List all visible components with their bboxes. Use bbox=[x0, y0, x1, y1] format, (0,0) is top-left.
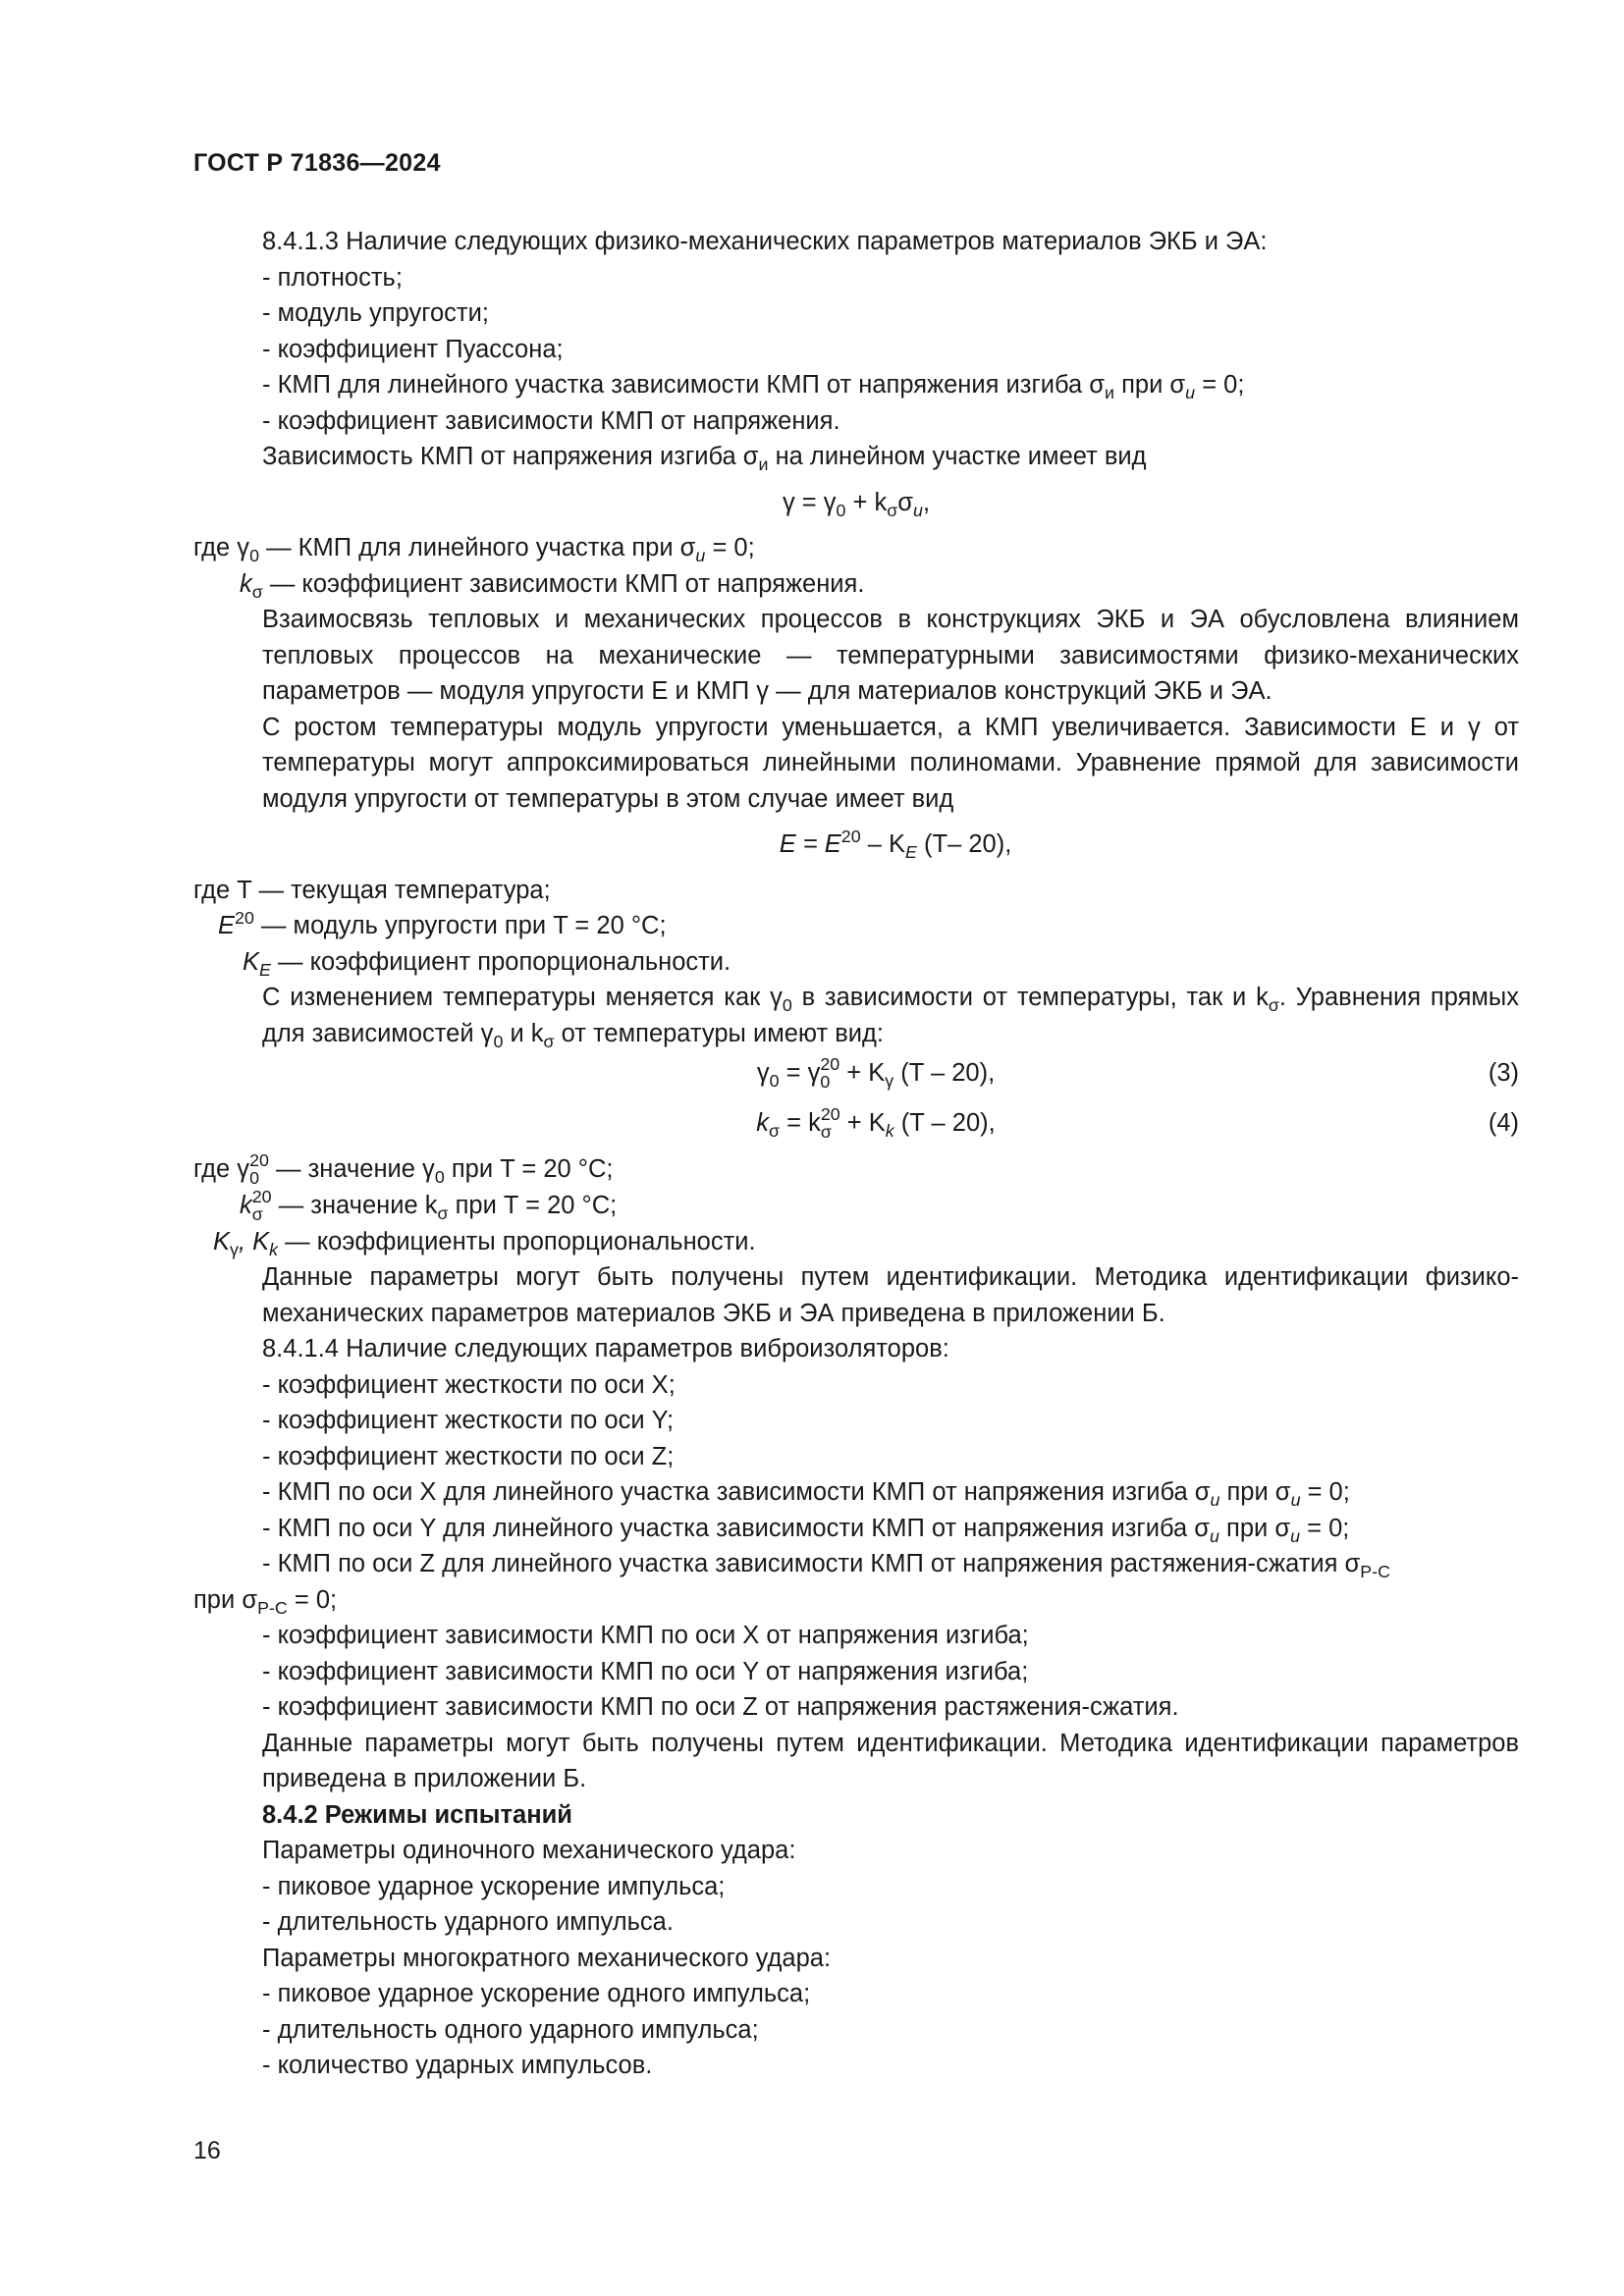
multi-shock-intro: Параметры многократного механического удара: bbox=[262, 1944, 832, 1972]
page-body bbox=[193, 224, 1519, 2084]
paragraph-change-temperature: С изменением температуры меняется как $\gamma_0$ в зависимости от температуры, так и $k_\sigma$. Уравнения прямых для зависимостей $\gamma_0$ и $k_\sigma$ от температуры имеют вид: bbox=[262, 984, 1520, 1051]
where-E20: $E^{20}$ — модуль упругости при T = 20 °C; bbox=[218, 908, 667, 939]
equation-2: $E = E^{20} - K_E$ (T– 20), bbox=[779, 827, 1012, 863]
equation-4: $k_\sigma = k$ 20 σ + $K_k$ (T – 20), (4) bbox=[756, 1104, 1519, 1143]
equation-1: $\gamma = \gamma_0 + k_\sigma\sigma_u$, bbox=[782, 488, 931, 520]
list-item-continuation: при $\sigma_{Р-С} = 0$; bbox=[193, 1585, 338, 1619]
list-item: - коэффициент зависимости КМП по оси Z от напряжения растяжения-сжатия. bbox=[262, 1693, 1179, 1722]
single-shock-intro: Параметры одиночного механического удара: bbox=[262, 1837, 796, 1865]
document-id: ГОСТ Р 71836—2024 bbox=[193, 149, 441, 177]
paragraph-identification: Данные параметры могут быть получены путем идентификации. Методика идентификации физико-механических параметров материалов ЭКБ и ЭА приведена в приложении Б. bbox=[262, 1263, 1519, 1327]
list-item: - коэффициент зависимости КМП по оси X от напряжения изгиба; bbox=[262, 1622, 1029, 1650]
list-item: - модуль упругости; bbox=[262, 299, 489, 327]
equation-3: $\gamma_0 = \gamma$ 20 0 + $K_\gamma$ (T – 20), (3) bbox=[756, 1054, 1519, 1093]
where-T: где T — текущая температура; bbox=[193, 876, 551, 904]
list-item: - КМП по оси X для линейного участка зависимости КМП от напряжения изгиба $\sigma_u$ при $\sigma_u = 0$; bbox=[262, 1478, 1350, 1511]
where-gamma20: где γ 20 0 — значение $\gamma_0$ при T = 20 °C; bbox=[193, 1150, 614, 1189]
list-item: - пиковое ударное ускорение импульса; bbox=[262, 1872, 726, 1900]
list-item: - коэффициент Пуассона; bbox=[262, 335, 564, 363]
section-8414-intro: 8.4.1.4 Наличие следующих параметров виброизоляторов: bbox=[262, 1335, 949, 1363]
paragraph-identification-2: Данные параметры могут быть получены путем идентификации. Методика идентификации параметров приведена в приложении Б. bbox=[262, 1729, 1519, 1793]
list-item: - плотность; bbox=[262, 263, 403, 292]
section-8413-intro: 8.4.1.3 Наличие следующих физико-механических параметров материалов ЭКБ и ЭА: bbox=[262, 228, 1268, 255]
list-item: - КМП по оси Z для линейного участка зависимости КМП от напряжения растяжения-сжатия $\sigma_{Р-С}$ bbox=[262, 1550, 1390, 1582]
list-item: - коэффициент жесткости по оси Z; bbox=[262, 1442, 675, 1470]
list-item: - длительность ударного импульса. bbox=[262, 1908, 674, 1937]
paragraph-thermal-mechanical: Взаимосвязь тепловых и механических процессов в конструкциях ЭКБ и ЭА обусловлена влиянием тепловых процессов на механические — температурными зависимостями физико-механических параметров — модуля упругости E и КМП γ — для материалов конструкций ЭКБ и ЭА. bbox=[262, 606, 1519, 705]
list-item: - коэффициент жесткости по оси Y; bbox=[262, 1407, 675, 1435]
document-header bbox=[193, 149, 441, 178]
where-K-coeffs: $K_\gamma$, $K_k$ — коэффициенты пропорциональности. bbox=[213, 1227, 756, 1260]
dependency-text: Зависимость КМП от напряжения изгиба $\sigma_и$ на линейном участке имеет вид bbox=[262, 443, 1147, 475]
list-item: - длительность одного ударного импульса; bbox=[262, 2015, 759, 2044]
where-k-sigma: $k_\sigma$ — коэффициент зависимости КМП от напряжения. bbox=[240, 569, 865, 602]
list-item: - коэффициент зависимости КМП от напряжения. bbox=[262, 406, 840, 435]
equation-number: (3) bbox=[1488, 1059, 1519, 1087]
list-item: - коэффициент зависимости КМП по оси Y от напряжения изгиба; bbox=[262, 1657, 1029, 1685]
list-item: - коэффициент жесткости по оси X; bbox=[262, 1370, 676, 1399]
page-number: 16 bbox=[193, 2137, 221, 2164]
list-item: - КМП по оси Y для линейного участка зависимости КМП от напряжения изгиба $\sigma_u$ при $\sigma_u = 0$; bbox=[262, 1514, 1350, 1547]
list-item: - количество ударных импульсов. bbox=[262, 2052, 653, 2080]
where-gamma0: где $\gamma_0$ — КМП для линейного участка при $\sigma_u = 0$; bbox=[193, 534, 755, 566]
list-item: - пиковое ударное ускорение одного импульса; bbox=[262, 1980, 811, 2008]
paragraph-temperature: С ростом температуры модуль упругости уменьшается, а КМП увеличивается. Зависимости E и γ от температуры могут аппроксимироваться линейными полиномами. Уравнение прямой для зависимости модуля упругости от температуры в этом случае имеет вид bbox=[262, 713, 1519, 813]
equation-number: (4) bbox=[1488, 1108, 1519, 1137]
where-k20: k 20 σ — значение $k_\sigma$ при T = 20 °C; bbox=[240, 1187, 618, 1225]
section-842-title: 8.4.2 Режимы испытаний bbox=[262, 1800, 572, 1829]
where-KE: $K_E$ — коэффициент пропорциональности. bbox=[243, 947, 731, 980]
list-item: - КМП для линейного участка зависимости КМП от напряжения изгиба $\sigma_и$ при $\sigma_u = 0$; bbox=[262, 371, 1245, 403]
